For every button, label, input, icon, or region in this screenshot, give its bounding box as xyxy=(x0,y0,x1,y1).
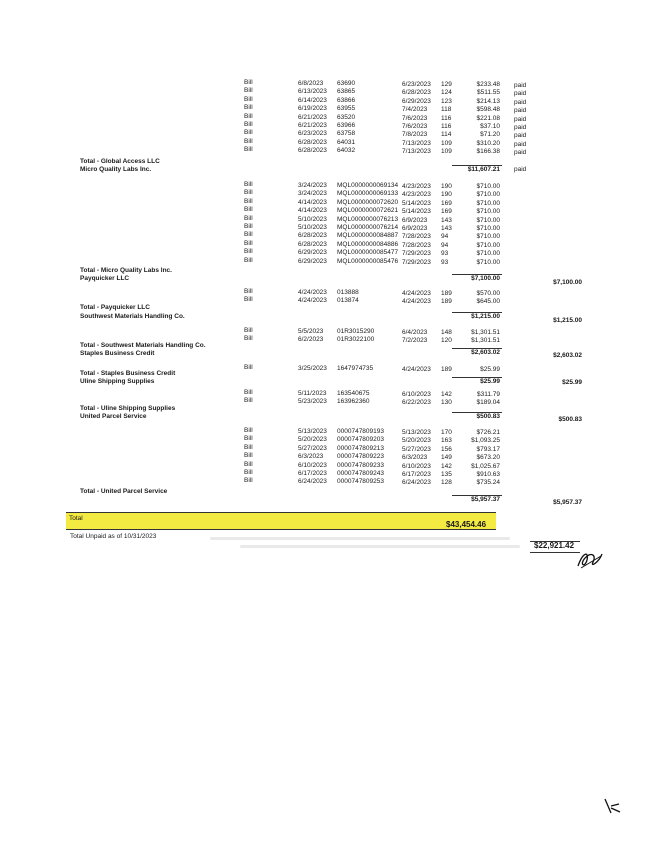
payment-status: paid xyxy=(514,140,527,148)
transaction-type: Bill xyxy=(244,389,253,396)
days-past-due: 120 xyxy=(441,337,452,345)
bill-number: MQL0000000072621 xyxy=(337,207,399,215)
bill-date: 5/5/2023 xyxy=(298,328,324,335)
total-unpaid-label: Total Unpaid as of 10/31/2023 xyxy=(70,533,157,540)
transaction-type: Bill xyxy=(244,79,253,86)
bill-amount: $645.00 xyxy=(476,298,500,306)
redacted-line xyxy=(210,537,510,540)
vendor-subtotal: $25.99 xyxy=(480,378,500,385)
due-date: 6/9/2023 xyxy=(402,225,428,232)
bill-number: 1647974735 xyxy=(337,365,374,372)
bill-date: 6/8/2023 xyxy=(298,80,324,87)
bill-date: 5/10/2023 xyxy=(298,215,327,223)
bill-date: 3/24/2023 xyxy=(298,182,327,189)
days-past-due: 93 xyxy=(441,258,449,266)
vendor-total-amount: $7,100.00 xyxy=(553,279,582,286)
unpaid-rule xyxy=(530,552,580,553)
days-past-due: 129 xyxy=(441,81,452,88)
bill-number: MQL0000000069134 xyxy=(337,182,399,189)
due-date: 6/28/2023 xyxy=(402,89,431,97)
bill-date: 6/21/2023 xyxy=(298,122,327,129)
due-date: 6/3/2023 xyxy=(402,454,428,462)
days-past-due: 94 xyxy=(441,233,449,241)
vendor-header: Micro Quality Labs Inc. xyxy=(80,166,152,173)
bill-date: 5/10/2023 xyxy=(298,224,327,231)
bill-number: MQL0000000085477 xyxy=(337,249,399,257)
due-date: 5/14/2023 xyxy=(402,199,431,207)
vendor-subtotal: $500.83 xyxy=(476,413,500,420)
due-date: 6/22/2023 xyxy=(402,399,431,407)
days-past-due: 189 xyxy=(441,298,452,306)
bill-number: 63955 xyxy=(337,105,356,113)
transaction-type: Bill xyxy=(244,256,253,264)
bill-date: 6/28/2023 xyxy=(298,240,327,248)
due-date: 7/29/2023 xyxy=(402,250,431,258)
bill-number: MQL0000000085476 xyxy=(337,257,399,265)
transaction-type: Bill xyxy=(244,189,253,197)
transaction-type: Bill xyxy=(244,129,253,137)
bill-amount: $1,025.67 xyxy=(471,462,500,470)
days-past-due: 109 xyxy=(441,148,452,156)
bill-amount: $710.00 xyxy=(476,241,500,249)
days-past-due: 163 xyxy=(441,437,452,445)
transaction-type: Bill xyxy=(244,452,253,460)
bill-amount: $710.00 xyxy=(476,225,500,232)
bill-amount: $910.63 xyxy=(476,471,500,478)
bill-amount: $570.00 xyxy=(476,290,500,297)
transaction-type: Bill xyxy=(244,223,253,230)
bill-date: 3/24/2023 xyxy=(298,190,327,198)
vendor-total-label: Total - Global Access LLC xyxy=(80,158,160,165)
transaction-type: Bill xyxy=(244,397,253,405)
days-past-due: 142 xyxy=(441,462,452,470)
transaction-type: Bill xyxy=(244,231,253,239)
bill-date: 6/21/2023 xyxy=(298,113,327,121)
vendor-total-label: Total - Micro Quality Labs Inc. xyxy=(80,267,172,274)
due-date: 7/4/2023 xyxy=(402,106,428,114)
due-date: 7/28/2023 xyxy=(402,241,431,249)
days-past-due: 189 xyxy=(441,366,452,373)
days-past-due: 94 xyxy=(441,241,449,249)
bill-amount: $1,301.51 xyxy=(471,337,500,345)
vendor-total-amount: $25.99 xyxy=(562,379,582,386)
bill-number: 0000747809243 xyxy=(337,470,384,477)
due-date: 4/24/2023 xyxy=(402,298,431,306)
bill-number: 0000747809223 xyxy=(337,453,384,461)
vendor-header: Staples Business Credit xyxy=(80,350,155,357)
transaction-type: Bill xyxy=(244,104,253,112)
due-date: 5/14/2023 xyxy=(402,208,431,216)
days-past-due: 123 xyxy=(441,97,452,105)
days-past-due: 142 xyxy=(441,391,452,398)
days-past-due: 116 xyxy=(441,123,452,130)
transaction-type: Bill xyxy=(244,146,253,154)
payment-status: paid xyxy=(514,82,527,89)
transaction-type: Bill xyxy=(244,288,253,295)
due-date: 5/20/2023 xyxy=(402,437,431,445)
payment-status: paid xyxy=(514,149,527,157)
transaction-type: Bill xyxy=(244,364,253,371)
days-past-due: 143 xyxy=(441,216,452,224)
bill-number: 0000747809213 xyxy=(337,444,384,452)
transaction-type: Bill xyxy=(244,469,253,476)
payment-status: paid xyxy=(514,132,527,140)
transaction-type: Bill xyxy=(244,460,253,468)
due-date: 6/29/2023 xyxy=(402,97,431,105)
bill-date: 4/14/2023 xyxy=(298,198,327,206)
bill-amount: $710.00 xyxy=(476,191,500,199)
days-past-due: 170 xyxy=(441,429,452,436)
bill-date: 4/24/2023 xyxy=(298,297,327,305)
bill-date: 5/23/2023 xyxy=(298,398,327,406)
vendor-subtotal: $11,607.21 xyxy=(467,166,500,173)
days-past-due: 130 xyxy=(441,399,452,407)
days-past-due: 190 xyxy=(441,191,452,199)
vendor-subtotal: $5,957.37 xyxy=(471,496,500,503)
days-past-due: 169 xyxy=(441,208,452,216)
due-date: 7/13/2023 xyxy=(402,148,431,156)
bill-amount: $673.20 xyxy=(476,454,500,462)
redacted-line xyxy=(240,545,520,548)
bill-amount: $166.38 xyxy=(476,148,500,156)
bill-date: 3/25/2023 xyxy=(298,365,327,372)
bill-date: 4/24/2023 xyxy=(298,289,327,296)
bill-number: 163962360 xyxy=(337,398,370,406)
transaction-type: Bill xyxy=(244,206,253,214)
bill-amount: $25.99 xyxy=(480,366,500,373)
bill-number: MQL0000000084887 xyxy=(337,232,399,240)
bill-date: 6/3/2023 xyxy=(298,453,324,461)
transaction-type: Bill xyxy=(244,435,253,443)
bill-date: 6/28/2023 xyxy=(298,147,327,155)
vendor-subtotal: $2,603.02 xyxy=(471,349,500,356)
bill-amount: $310.20 xyxy=(476,139,500,147)
due-date: 6/4/2023 xyxy=(402,329,428,336)
bill-amount: $710.00 xyxy=(476,258,500,266)
total-unpaid-amount: $22,921.42 xyxy=(534,541,575,550)
bill-amount: $710.00 xyxy=(476,183,500,190)
vendor-total-label: Total - Southwest Materials Handling Co. xyxy=(80,342,206,349)
bill-date: 6/24/2023 xyxy=(298,478,327,486)
transaction-type: Bill xyxy=(244,239,253,247)
transaction-type: Bill xyxy=(244,121,253,128)
bill-number: 63866 xyxy=(337,96,356,104)
due-date: 6/10/2023 xyxy=(402,391,431,398)
bill-date: 6/29/2023 xyxy=(298,249,327,257)
bill-number: 63758 xyxy=(337,130,356,138)
due-date: 4/23/2023 xyxy=(402,183,431,190)
bill-amount: $793.17 xyxy=(476,445,500,453)
handwritten-initials-icon xyxy=(575,548,605,570)
due-date: 7/13/2023 xyxy=(402,139,431,147)
vendor-header: Payquicker LLC xyxy=(80,275,130,282)
bill-date: 6/28/2023 xyxy=(298,138,327,146)
bill-amount: $710.00 xyxy=(476,250,500,258)
transaction-type: Bill xyxy=(244,197,253,205)
due-date: 6/17/2023 xyxy=(402,471,431,478)
days-past-due: 148 xyxy=(441,329,452,336)
vendor-total-amount: $1,215.00 xyxy=(553,317,582,324)
bill-date: 6/14/2023 xyxy=(298,96,327,104)
bill-number: 63966 xyxy=(337,122,356,129)
payment-status: paid xyxy=(514,166,527,173)
grand-total-label: Total xyxy=(69,515,83,522)
transaction-type: Bill xyxy=(244,112,253,120)
bill-amount: $71.20 xyxy=(480,131,500,139)
days-past-due: 116 xyxy=(441,114,452,122)
bill-amount: $710.00 xyxy=(476,233,500,241)
days-past-due: 93 xyxy=(441,250,449,258)
bill-number: MQL0000000076214 xyxy=(337,224,399,231)
bill-number: 163540675 xyxy=(337,390,370,397)
due-date: 6/24/2023 xyxy=(402,479,431,487)
vendor-header: Uline Shipping Supplies xyxy=(80,378,155,385)
due-date: 6/10/2023 xyxy=(402,462,431,470)
vendor-total-amount: $5,957.37 xyxy=(553,499,582,506)
bill-date: 6/28/2023 xyxy=(298,232,327,240)
bill-number: 01R3022100 xyxy=(337,336,375,344)
bill-date: 6/10/2023 xyxy=(298,461,327,469)
due-date: 7/28/2023 xyxy=(402,233,431,241)
days-past-due: 135 xyxy=(441,471,452,478)
grand-total-band xyxy=(66,512,496,530)
transaction-type: Bill xyxy=(244,327,253,334)
vendor-total-amount: $2,603.02 xyxy=(553,352,582,359)
handwritten-check-mark-icon xyxy=(602,796,622,816)
bill-date: 6/19/2023 xyxy=(298,105,327,113)
bill-number: 64031 xyxy=(337,138,356,146)
bill-number: 63690 xyxy=(337,80,356,87)
payment-status: paid xyxy=(514,98,527,106)
bill-number: 0000747809253 xyxy=(337,478,384,486)
bill-date: 5/27/2023 xyxy=(298,444,327,452)
days-past-due: 189 xyxy=(441,290,452,297)
due-date: 6/23/2023 xyxy=(402,81,431,88)
vendor-header: Southwest Materials Handling Co. xyxy=(80,313,185,320)
days-past-due: 190 xyxy=(441,183,452,190)
bill-amount: $233.48 xyxy=(476,81,500,88)
bill-amount: $1,301.51 xyxy=(471,329,500,336)
bill-number: 01R3015290 xyxy=(337,328,375,335)
due-date: 4/24/2023 xyxy=(402,290,431,297)
bill-amount: $189.04 xyxy=(476,399,500,407)
bill-amount: $710.00 xyxy=(476,216,500,224)
bill-amount: $214.13 xyxy=(476,97,500,105)
grand-total-amount: $43,454.46 xyxy=(446,520,487,529)
transaction-type: Bill xyxy=(244,95,253,103)
bill-number: 0000747809233 xyxy=(337,461,384,469)
due-date: 5/27/2023 xyxy=(402,445,431,453)
bill-date: 6/17/2023 xyxy=(298,470,327,477)
bill-amount: $221.08 xyxy=(476,114,500,122)
payment-status: paid xyxy=(514,107,527,115)
due-date: 4/24/2023 xyxy=(402,366,431,373)
vendor-total-amount: $500.83 xyxy=(558,416,582,423)
vendor-total-label: Total - Payquicker LLC xyxy=(80,304,150,311)
bill-date: 6/23/2023 xyxy=(298,130,327,138)
payment-status: paid xyxy=(514,90,527,98)
bill-number: MQL0000000072620 xyxy=(337,198,399,206)
bill-number: MQL0000000076213 xyxy=(337,215,399,223)
bill-number: 0000747809203 xyxy=(337,436,384,444)
due-date: 5/13/2023 xyxy=(402,429,431,436)
vendor-header: United Parcel Service xyxy=(80,413,147,420)
days-past-due: 143 xyxy=(441,225,452,232)
days-past-due: 128 xyxy=(441,479,452,487)
days-past-due: 149 xyxy=(441,454,452,462)
transaction-type: Bill xyxy=(244,248,253,256)
bill-date: 5/11/2023 xyxy=(298,390,327,397)
bill-amount: $710.00 xyxy=(476,208,500,216)
days-past-due: 114 xyxy=(441,131,452,139)
due-date: 4/23/2023 xyxy=(402,191,431,199)
payment-status: paid xyxy=(514,124,527,131)
days-past-due: 118 xyxy=(441,106,452,114)
due-date: 7/6/2023 xyxy=(402,123,428,130)
transaction-type: Bill xyxy=(244,181,253,188)
days-past-due: 169 xyxy=(441,199,452,207)
transaction-type: Bill xyxy=(244,427,253,434)
vendor-subtotal: $7,100.00 xyxy=(471,275,500,282)
payment-status: paid xyxy=(514,115,527,123)
transaction-type: Bill xyxy=(244,137,253,145)
days-past-due: 124 xyxy=(441,89,452,97)
bill-number: 64032 xyxy=(337,147,356,155)
bill-amount: $735.24 xyxy=(476,479,500,487)
vendor-subtotal: $1,215.00 xyxy=(471,313,500,320)
days-past-due: 109 xyxy=(441,139,452,147)
bill-amount: $311.79 xyxy=(476,391,500,398)
bill-number: MQL0000000084886 xyxy=(337,240,399,248)
vendor-total-label: Total - Uline Shipping Supplies xyxy=(80,405,176,412)
bill-date: 5/13/2023 xyxy=(298,428,327,435)
days-past-due: 156 xyxy=(441,445,452,453)
bill-date: 6/29/2023 xyxy=(298,257,327,265)
bill-number: 63865 xyxy=(337,88,356,96)
bill-amount: $1,093.25 xyxy=(471,437,500,445)
bill-amount: $726.21 xyxy=(476,429,500,436)
bill-number: 0000747809193 xyxy=(337,428,384,435)
transaction-type: Bill xyxy=(244,296,253,304)
transaction-type: Bill xyxy=(244,477,253,485)
bill-date: 5/20/2023 xyxy=(298,436,327,444)
bill-amount: $511.55 xyxy=(476,89,500,97)
bill-amount: $598.48 xyxy=(476,106,500,114)
bill-number: 013888 xyxy=(337,289,359,296)
bill-number: 63520 xyxy=(337,113,356,121)
due-date: 6/9/2023 xyxy=(402,216,428,224)
bill-amount: $37.10 xyxy=(480,123,500,130)
due-date: 7/6/2023 xyxy=(402,114,428,122)
bill-number: 013874 xyxy=(337,297,359,305)
due-date: 7/8/2023 xyxy=(402,131,428,139)
bill-date: 6/13/2023 xyxy=(298,88,327,96)
bill-amount: $710.00 xyxy=(476,199,500,207)
bill-date: 4/14/2023 xyxy=(298,207,327,215)
vendor-total-label: Total - United Parcel Service xyxy=(80,488,168,495)
bill-number: MQL0000000069133 xyxy=(337,190,399,198)
transaction-type: Bill xyxy=(244,87,253,95)
transaction-type: Bill xyxy=(244,443,253,451)
transaction-type: Bill xyxy=(244,335,253,343)
transaction-type: Bill xyxy=(244,214,253,222)
vendor-total-label: Total - Staples Business Credit xyxy=(80,370,176,377)
due-date: 7/29/2023 xyxy=(402,258,431,266)
bill-date: 6/2/2023 xyxy=(298,336,324,344)
due-date: 7/2/2023 xyxy=(402,337,428,345)
